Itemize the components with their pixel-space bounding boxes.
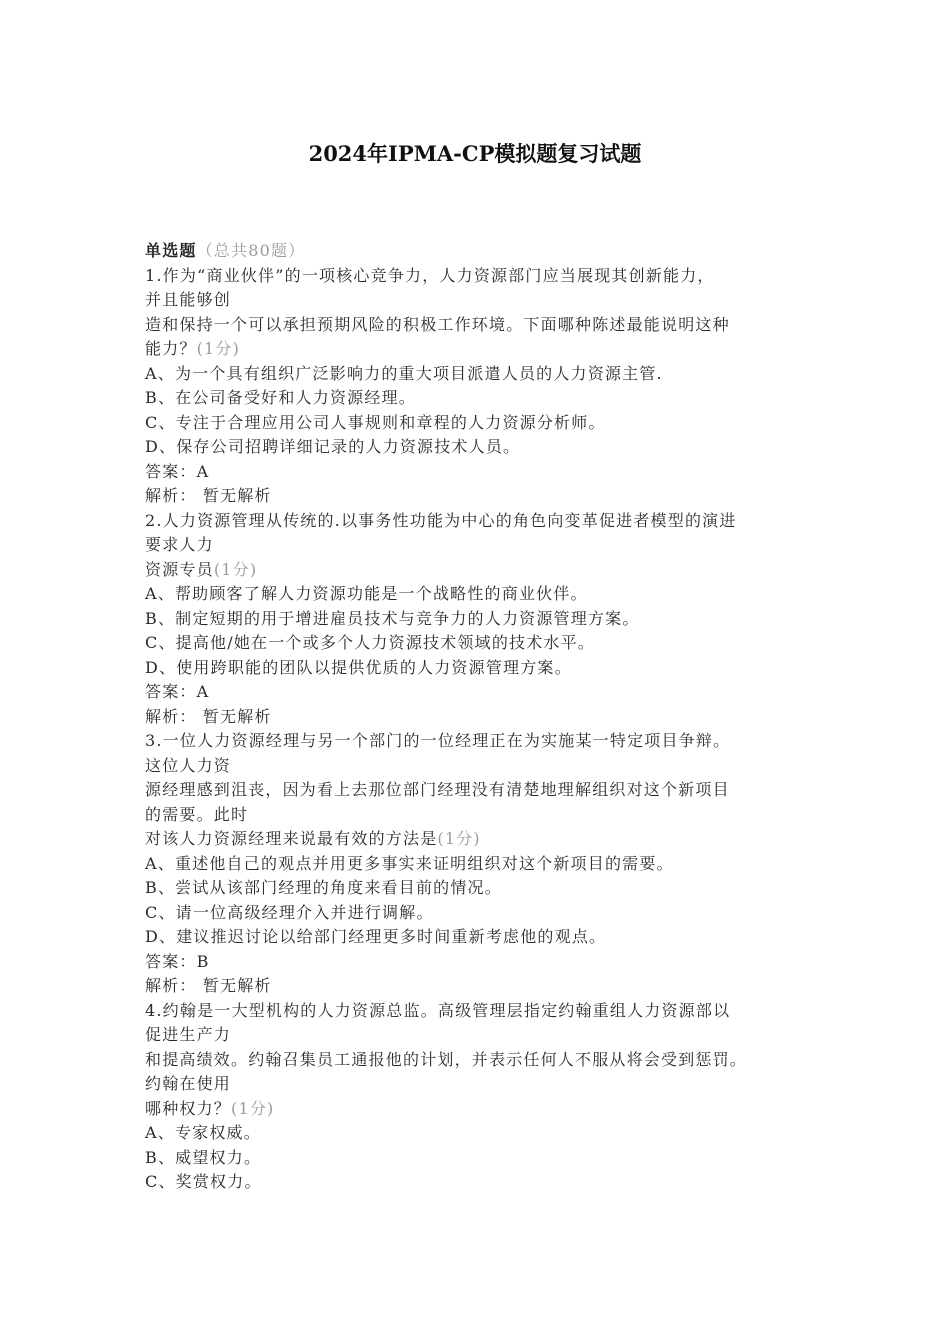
option-a: A、专家权威。 <box>145 1123 261 1142</box>
document-title: 2024年IPMA-CP模拟题复习试题 <box>308 141 642 166</box>
option-c: C、奖赏权力。 <box>145 1172 262 1191</box>
question-text-line <box>145 337 815 362</box>
question-text-tail: 对该人力资源经理来说最有效的方法是 <box>145 829 438 848</box>
question-2 <box>145 509 815 730</box>
question-text-line: 约翰在使用 <box>145 1074 232 1093</box>
question-text-line: 3.一位人力资源经理与另一个部门的一位经理正在为实施某一特定项目争辩。 <box>145 731 731 750</box>
option-d: D、使用跨职能的团队以提供优质的人力资源管理方案。 <box>145 657 572 677</box>
analysis: 解析： 暂无解析 <box>145 976 272 995</box>
question-text-line: 和提高绩效。约翰召集员工通报他的计划，并表示任何人不服从将会受到惩罚。 <box>145 1049 748 1069</box>
question-text-tail: 哪种权力？ <box>145 1098 232 1118</box>
question-text-line <box>145 1097 815 1122</box>
question-points: (1分) <box>437 829 481 848</box>
question-text-line: 要求人力 <box>145 535 214 554</box>
option-b: B、尝试从该部门经理的角度来看目前的情况。 <box>145 878 502 897</box>
question-text-line: 这位人力资 <box>145 755 232 775</box>
answer: 答案：A <box>145 461 210 481</box>
option-a: A、帮助顾客了解人力资源功能是一个战略性的商业伙伴。 <box>145 584 588 603</box>
option-c: C、专注于合理应用公司人事规则和章程的人力资源分析师。 <box>145 412 606 432</box>
option-a: A、重述他自己的观点并用更多事实来证明组织对这个新项目的需要。 <box>145 853 674 873</box>
question-text-line: 1.作为“商业伙伴”的一项核心竞争力，人力资源部门应当展现其创新能力， <box>145 265 715 285</box>
question-points: (1分) <box>196 339 241 358</box>
question-text-line <box>145 827 815 852</box>
section-label: 单选题 <box>145 241 197 260</box>
question-3 <box>145 729 815 999</box>
question-text-tail: 资源专员 <box>145 559 214 579</box>
question-points: (1分) <box>231 1098 275 1118</box>
document-body <box>145 239 815 1195</box>
question-text-line: 源经理感到沮丧，因为看上去那位部门经理没有清楚地理解组织对这个新项目 <box>145 780 730 799</box>
question-text-line: 造和保持一个可以承担预期风险的积极工作环境。下面哪种陈述最能说明这种 <box>145 314 730 334</box>
question-points: (1分) <box>213 559 258 579</box>
question-text-line: 促进生产力 <box>145 1025 232 1044</box>
option-d: D、建议推迟讨论以给部门经理更多时间重新考虑他的观点。 <box>145 927 607 946</box>
analysis: 解析： 暂无解析 <box>145 706 272 726</box>
option-a: A、为一个具有组织广泛影响力的重大项目派遣人员的人力资源主管. <box>145 363 663 383</box>
section-count: （总共80题） <box>196 241 306 260</box>
option-b: B、在公司备受好和人力资源经理。 <box>145 388 416 407</box>
answer: 答案：A <box>145 682 210 701</box>
question-text-line: 的需要。此时 <box>145 804 249 824</box>
section-header <box>145 239 815 264</box>
answer: 答案：B <box>145 951 210 971</box>
analysis: 解析： 暂无解析 <box>145 486 272 505</box>
option-d: D、保存公司招聘详细记录的人力资源技术人员。 <box>145 437 521 456</box>
question-text-line: 4.约翰是一大型机构的人力资源总监。高级管理层指定约翰重组人力资源部以 <box>145 1000 731 1020</box>
option-c: C、请一位高级经理介入并进行调解。 <box>145 902 434 922</box>
option-c: C、提高他/她在一个或多个人力资源技术领域的技术水平。 <box>145 633 596 652</box>
option-b: B、威望权力。 <box>145 1147 262 1167</box>
option-b: B、制定短期的用于增进雇员技术与竞争力的人力资源管理方案。 <box>145 608 640 628</box>
question-text-line: 并且能够创 <box>145 290 232 309</box>
question-4 <box>145 999 815 1195</box>
question-text-line: 2.人力资源管理从传统的.以事务性功能为中心的角色向变革促进者模型的演进 <box>145 510 737 530</box>
question-text-tail: 能力？ <box>145 339 197 358</box>
question-1 <box>145 264 815 509</box>
question-text-line <box>145 558 815 583</box>
